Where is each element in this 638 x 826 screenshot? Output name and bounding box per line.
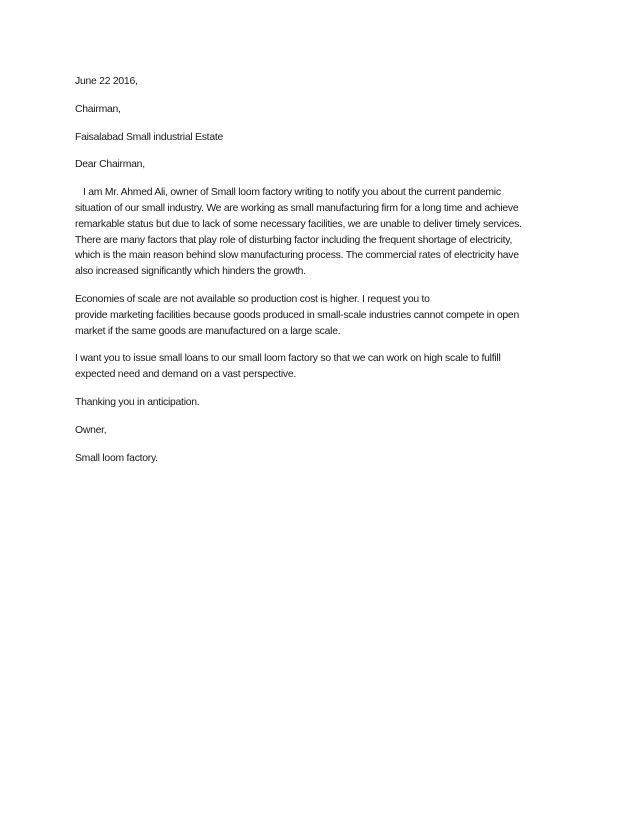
recipient-organization: Faisalabad Small industrial Estate [75,131,224,143]
paragraph-line: I am Mr. Ahmed Ali, owner of Small loom factory writing to notify you about the current pandemic [83,187,501,199]
paragraph-line: situation of our small industry. We are working as small manufacturing firm for a long time and achieve [75,202,519,214]
paragraph-line: provide marketing facilities because goods produced in small-scale industries cannot compete in open [75,309,519,321]
paragraph-line: which is the main reason behind slow manufacturing process. The commercial rates of electricity have [75,250,519,262]
paragraph-3 [75,351,565,383]
salutation: Dear Chairman, [75,159,145,171]
paragraph-line: remarkable status but due to lack of some necessary facilities, we are unable to deliver timely services. [75,218,522,230]
signature-title: Owner, [75,424,107,436]
paragraph-line: market if the same goods are manufactured on a large scale. [75,325,341,337]
closing-line: Thanking you in anticipation. [75,396,200,408]
paragraph-line: Economies of scale are not available so production cost is higher. I request you to [75,293,430,305]
signature-organization: Small loom factory. [75,452,158,464]
paragraph-2 [75,292,565,339]
letter-body [75,74,565,466]
paragraph-line: expected need and demand on a vast perspective. [75,369,297,381]
letter-date: June 22 2016, [75,76,138,87]
paragraph-line: also increased significantly which hinders the growth. [75,266,306,278]
paragraph-line: I want you to issue small loans to our small loom factory so that we can work on high scale to fulfill [75,353,501,365]
recipient-title: Chairman, [75,103,121,115]
paragraph-1 [75,185,565,280]
paragraph-line: There are many factors that play role of disturbing factor including the frequent shortage of electricity, [75,234,513,246]
